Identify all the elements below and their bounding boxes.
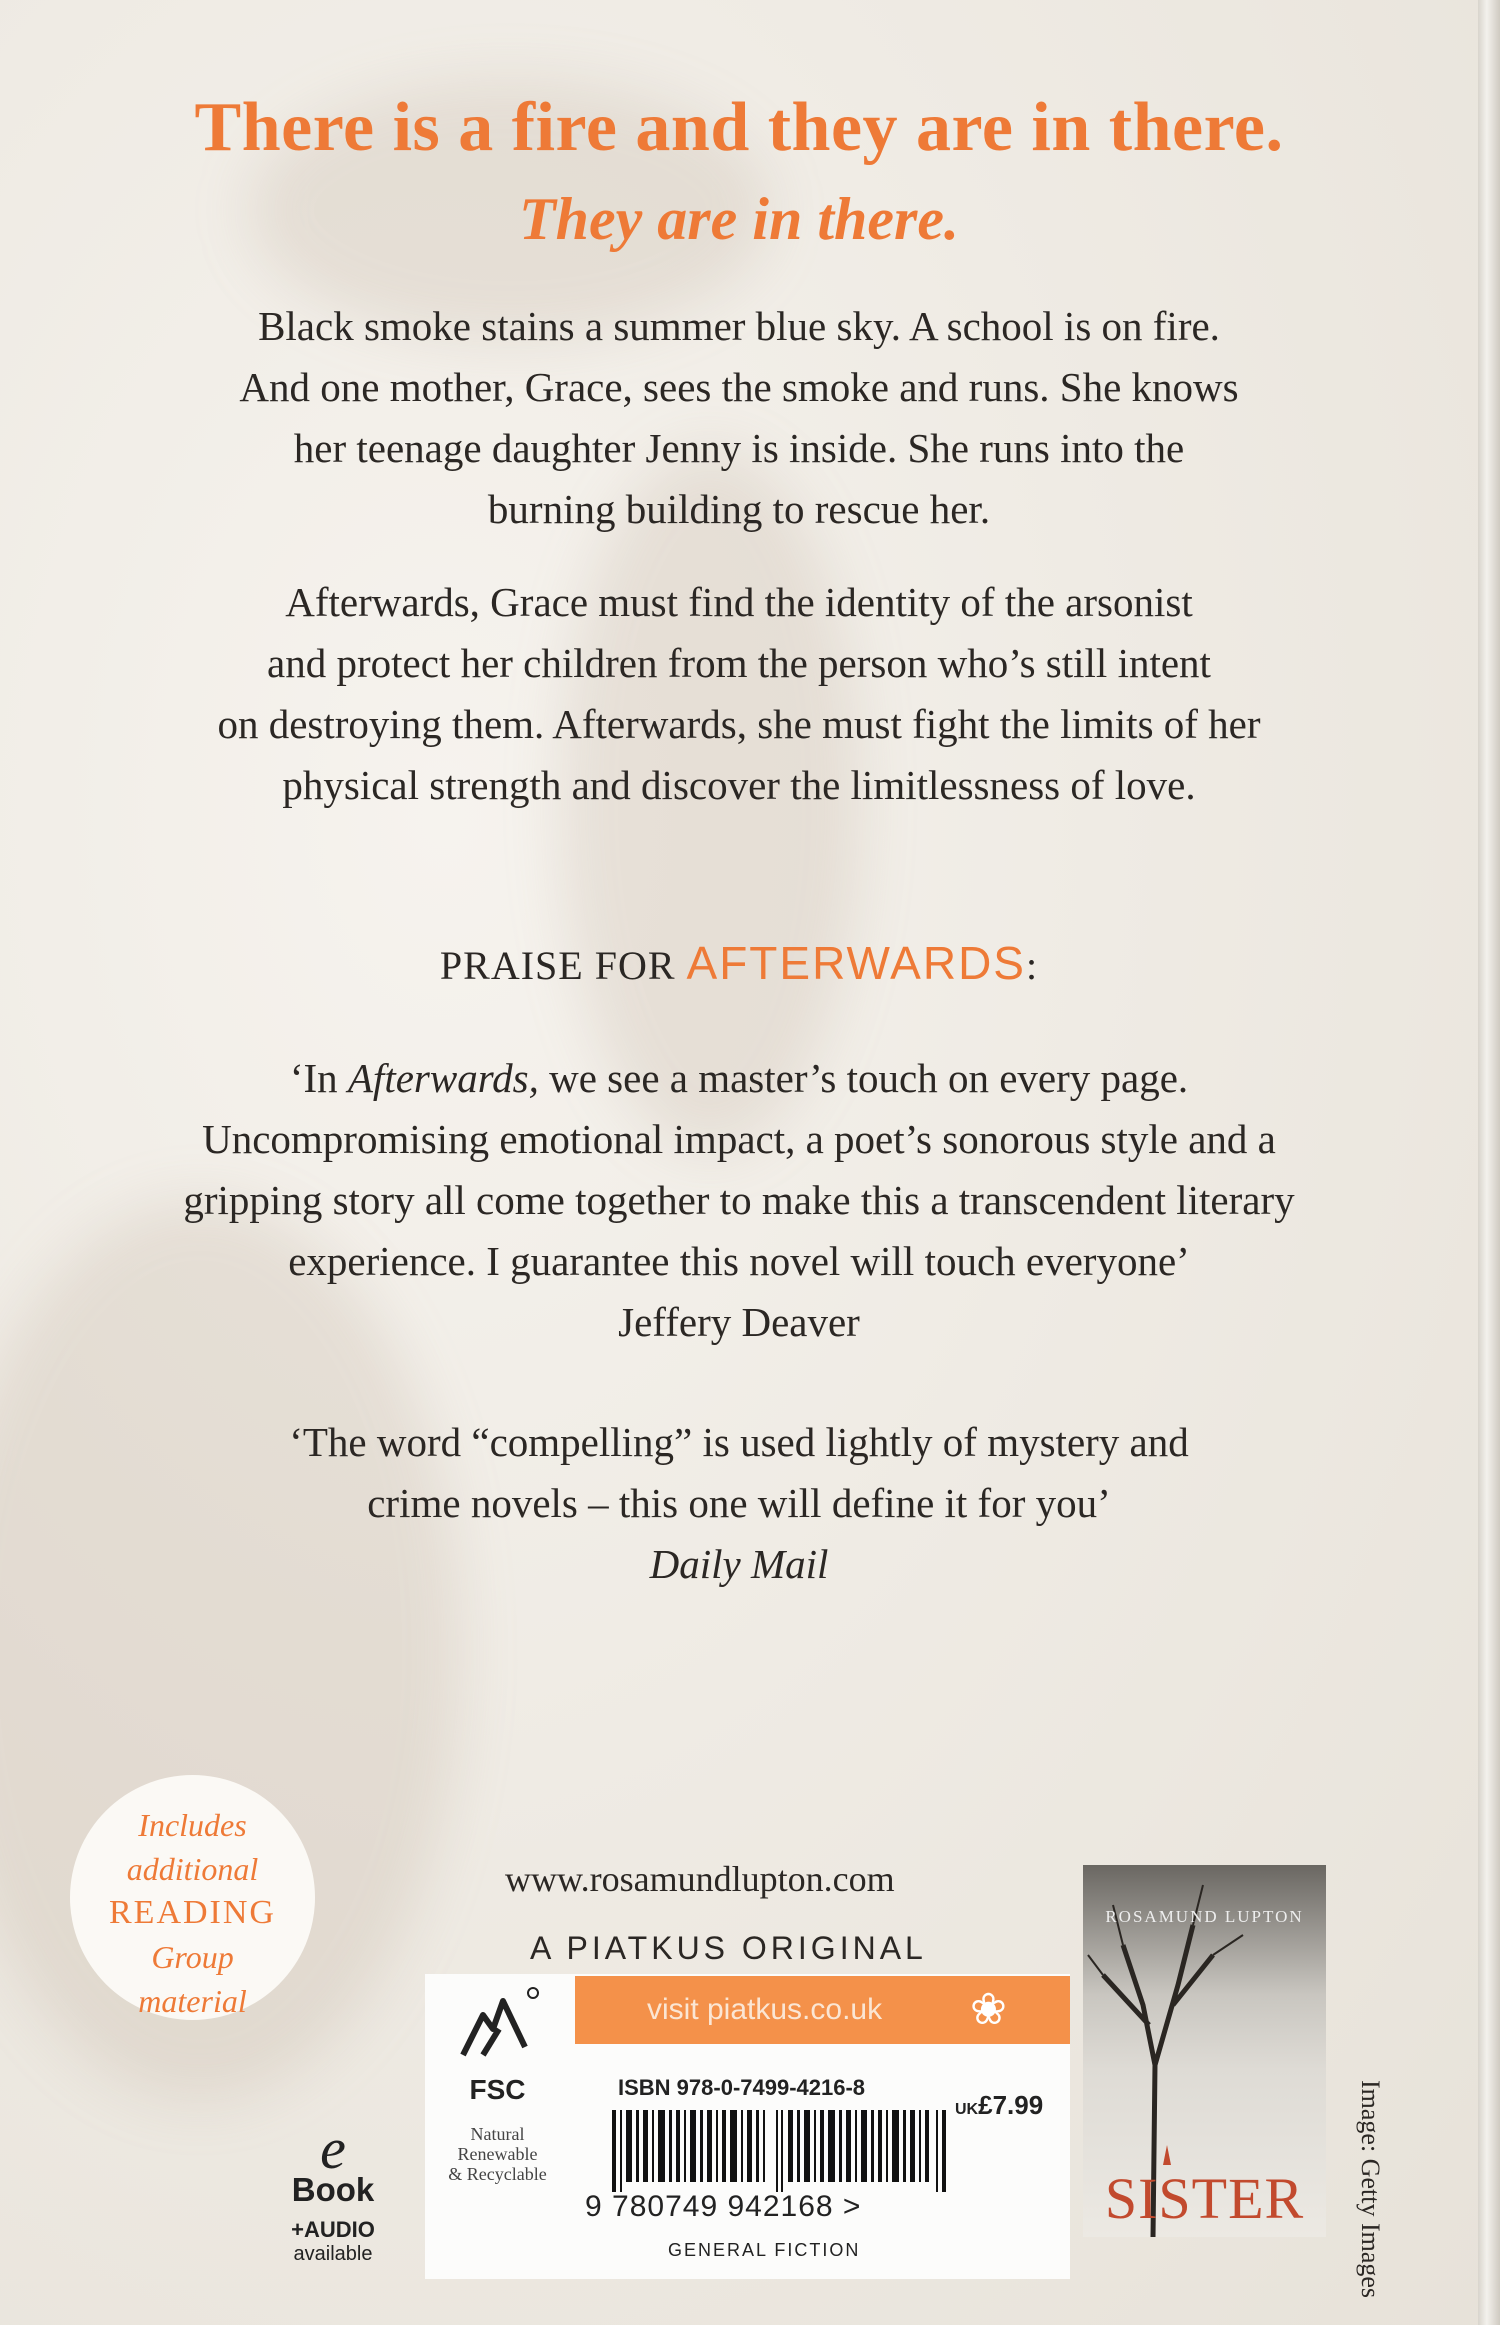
page-edge	[1478, 0, 1500, 2325]
blurb-line: and protect her children from the person who’s still intent	[267, 640, 1211, 686]
quote-line: ‘In Afterwards, we see a master’s touch on every page.	[289, 1055, 1189, 1101]
ebook-audio-logo: e Book +AUDIO available	[291, 2116, 375, 2265]
blurb-line: Afterwards, Grace must find the identity of the arsonist	[285, 579, 1193, 625]
praise-prefix: PRAISE FOR	[439, 943, 676, 988]
sister-book-thumbnail	[1083, 1865, 1326, 2237]
price: UK£7.99	[955, 2090, 1044, 2120]
publisher-url: visit piatkus.co.uk	[647, 1993, 883, 2026]
quote-book-title: Afterwards,	[347, 1055, 539, 1101]
blurb-line: And one mother, Grace, sees the smoke and runs. She knows	[239, 364, 1239, 410]
sister-title: SISTER	[1104, 2166, 1305, 2231]
praise-heading	[0, 936, 1478, 990]
barcode-icon	[612, 2110, 952, 2192]
imprint-label: A PIATKUS ORIGINAL	[530, 1930, 927, 1966]
blurb-line: physical strength and discover the limitlessness of love.	[282, 762, 1196, 808]
reading-group-badge: Includes additional READING Group material	[70, 1775, 315, 2020]
sister-author: ROSAMUND LUPTON	[1105, 1907, 1304, 1926]
piatkus-logo-icon: ❀	[970, 1985, 1007, 2034]
tagline-line-2: They are in there.	[519, 186, 959, 252]
quote-deaver	[0, 1048, 1478, 1353]
blurb-line: her teenage daughter Jenny is inside. She runs into the	[293, 425, 1185, 471]
blurb-paragraph-1	[0, 296, 1478, 540]
genre-label: GENERAL FICTION	[668, 2240, 861, 2260]
fsc-tree-icon	[453, 1985, 543, 2065]
quote-source: Jeffery Deaver	[618, 1299, 860, 1345]
quote-line: crime novels – this one will define it for you’	[367, 1480, 1111, 1526]
quote-line: gripping story all come together to make this a transcendent literary	[183, 1177, 1295, 1223]
blurb-line: burning building to rescue her.	[487, 486, 991, 532]
barcode-number: 9 780749 942168 >	[585, 2190, 862, 2223]
image-credit: Image: Getty Images	[1356, 2080, 1385, 2299]
blurb-line: Black smoke stains a summer blue sky. A school is on fire.	[258, 303, 1220, 349]
quote-daily-mail	[0, 1412, 1478, 1595]
quote-line: experience. I guarantee this novel will touch everyone’	[288, 1238, 1190, 1284]
blurb-line: on destroying them. Afterwards, she must fight the limits of her	[217, 701, 1261, 747]
praise-book-title: AFTERWARDS	[686, 937, 1026, 989]
praise-colon: :	[1025, 943, 1039, 988]
quote-source: Daily Mail	[649, 1541, 829, 1587]
author-website: www.rosamundlupton.com	[505, 1859, 895, 1899]
isbn-text: ISBN 978-0-7499-4216-8	[618, 2075, 866, 2100]
fsc-mark: FSC Natural Renewable & Recyclable	[430, 1985, 565, 2184]
quote-line: ‘The word “compelling” is used lightly of mystery and	[289, 1419, 1189, 1465]
blurb-paragraph-2	[0, 572, 1478, 816]
quote-line: Uncompromising emotional impact, a poet’s sonorous style and a	[202, 1116, 1276, 1162]
tagline-line-1: There is a fire and they are in there.	[194, 89, 1284, 166]
publisher-visit-bar	[575, 1976, 1070, 2044]
